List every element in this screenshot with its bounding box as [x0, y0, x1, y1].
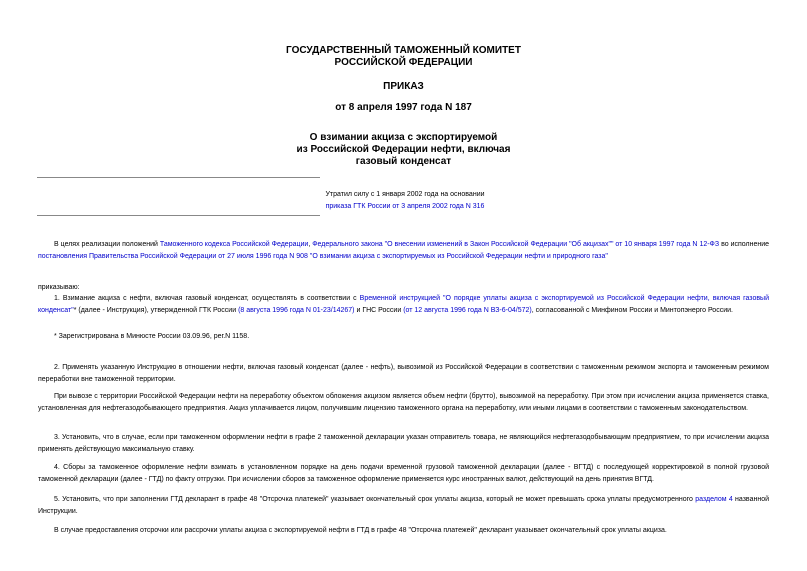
link-gtk-approval[interactable]: (8 августа 1996 года N 01-23/14267): [238, 306, 355, 314]
org-line-2: РОССИЙСКОЙ ФЕДЕРАЦИИ: [334, 57, 473, 68]
status-rule-bottom: [37, 215, 320, 216]
doc-date: от 8 апреля 1997 года N 187: [335, 102, 472, 113]
link-federal-law[interactable]: Федерального закона "О внесении изменений в Закон Российской Федерации "Об акцизах"" от 10 января 1997 года N 12-ФЗ: [312, 241, 720, 248]
footnote: * Зарегистрирована в Минюсте России 03.09.96, рег.N 1158.: [54, 333, 250, 340]
title-line-3: газовый конденсат: [355, 156, 452, 167]
paragraph-5: 5. Установить, что при заполнении ГТД декларант в графе 48 "Отсрочка платежей" указывает окончательный срок уплаты акциза, который не может превышать срока уплаты предусмотренного разделом 4 названной Инструкции.: [38, 496, 769, 515]
title-line-2: из Российской Федерации нефти, включая: [296, 144, 511, 155]
order-word: приказываю:: [38, 284, 80, 291]
paragraph-2: 2. Применять указанную Инструкцию в отношении нефти, включая газовый конденсат (далее - нефть), вывозимой из Российской Федерации в соответствии с таможенным режимом экспорта и таможенным режимом переработки вне таможенной территории.: [38, 364, 769, 383]
title-line-1: О взимании акциза с экспортируемой: [309, 132, 498, 143]
doc-type: ПРИКАЗ: [383, 81, 424, 92]
paragraph-1: 1. Взимание акциза с нефти, включая газовый конденсат, осуществлять в соответствии с Временной инструкцией "О порядке уплаты акциза с экспортируемой из Российской Федерации нефти, включая газовый конденсат"* (далее - Инструкция), утвержденной ГТК России (8 августа 1996 года N 01-23/14267) и ГНС России (от 12 августа 1996 года N ВЗ-6-04/572), согласованной с Минфином России и Минтопэнерго России.: [38, 295, 769, 314]
link-gns-approval[interactable]: (от 12 августа 1996 года N ВЗ-6-04/572): [403, 306, 532, 314]
paragraph-4: 4. Сборы за таможенное оформление нефти взимать в установленном порядке на день подачи временной грузовой таможенной декларации (далее - ВГТД) с последующей корректировкой в полной грузовой таможенной декларации (далее - ГТД) по факту отгрузки. При исчислении сборов за таможенное оформление применяется курс иностранных валют, действующий на день принятия ВГТД.: [38, 464, 769, 483]
intro-paragraph: В целях реализации положений Таможенного кодекса Российской Федерации, Федерального закона "О внесении изменений в Закон Российской Федерации "Об акцизах"" от 10 января 1997 года N 12-ФЗ во исполнение постановления Правительства Российской Федерации от 27 июля 1996 года N 908 "О взимании акциза с экспортируемых из Российской Федерации нефти и природного газа": [38, 241, 770, 260]
paragraph-6: В случае предоставления отсрочки или рассрочки уплаты акциза с экспортируемой нефти в ГТД в графе 48 "Отсрочка платежей" декларант указывает окончательный срок уплаты акциза.: [54, 527, 667, 534]
link-section-4[interactable]: разделом 4: [695, 496, 733, 503]
paragraph-2b: При вывозе с территории Российской Федерации нефти на переработку объектом обложения акцизом является объем нефти (брутто), вывозимой на переработку. При этом при исчислении акциза применяется ставка, установленная для нефтегазодобывающего предприятия. Акциз уплачивается лицом, получившим лицензию таможенного органа на переработку, или иными лицами в соответствии с таможенным законодательством.: [38, 393, 769, 412]
link-government-decree[interactable]: постановления Правительства Российской Федерации от 27 июля 1996 года N 908 "О взимании акциза с экспортируемых из Российской Федерации нефти и природного газа": [38, 252, 608, 260]
status-link[interactable]: приказа ГТК России от 3 апреля 2002 года N 316: [325, 203, 485, 210]
link-instruction[interactable]: Временной инструкцией "О порядке уплаты акциза с экспортируемой из Российской Федерации нефти, включая газовый конденсат": [38, 295, 769, 314]
org-line-1: ГОСУДАРСТВЕННЫЙ ТАМОЖЕННЫЙ КОМИТЕТ: [286, 45, 521, 56]
status-rule-top: [37, 177, 320, 178]
paragraph-3: 3. Установить, что в случае, если при таможенном оформлении нефти в графе 2 таможенной декларации указан отправитель товара, не являющийся нефтегазодобывающим предприятием, то при исчислении акциза применять действующую максимальную ставку.: [38, 434, 769, 453]
status-line: Утратил силу с 1 января 2002 года на основании: [325, 191, 485, 198]
link-customs-code[interactable]: Таможенного кодекса Российской Федерации: [159, 241, 309, 248]
